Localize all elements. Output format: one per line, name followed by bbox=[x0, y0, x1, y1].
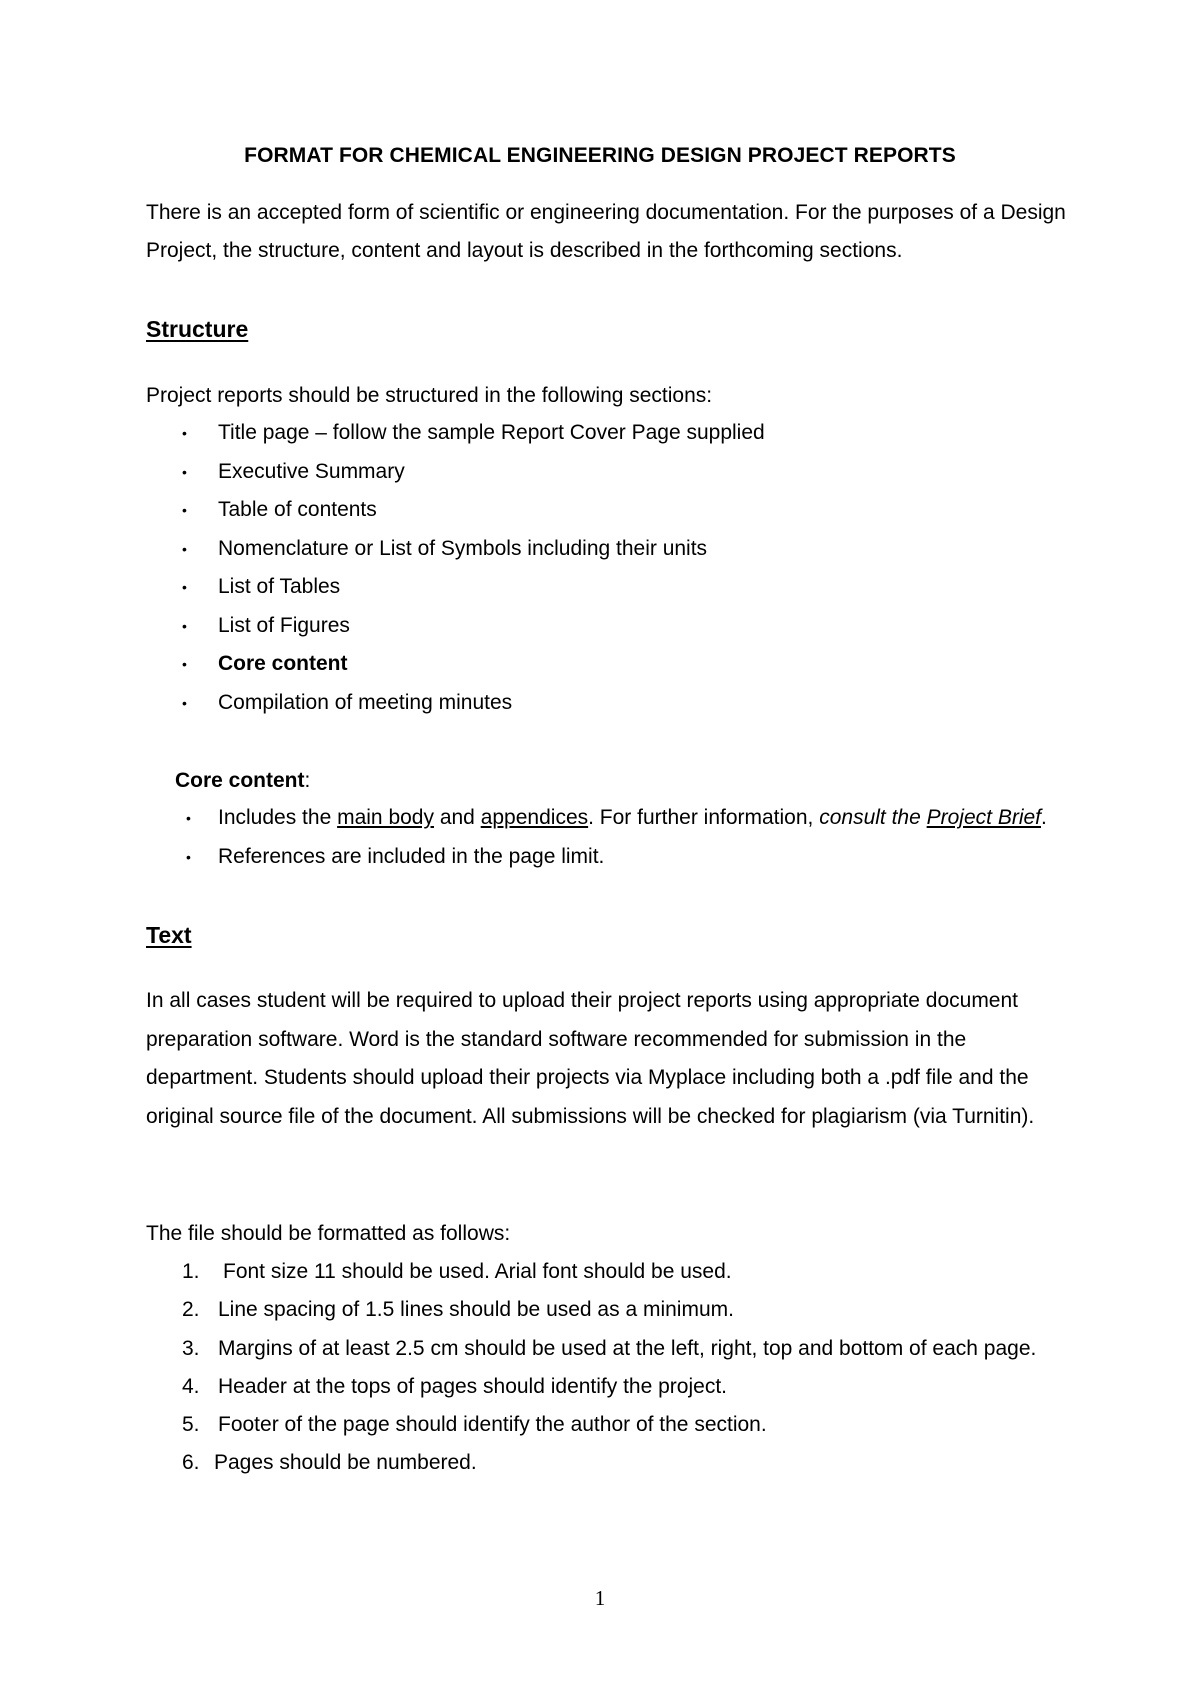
list-item-text: Includes the main body and appendices. For further information, consult the Project Brief. bbox=[218, 806, 1047, 829]
bullet-icon: • bbox=[182, 579, 187, 595]
document-title: FORMAT FOR CHEMICAL ENGINEERING DESIGN PROJECT REPORTS bbox=[244, 144, 956, 167]
format-lead: The file should be formatted as follows: bbox=[146, 1222, 511, 1245]
list-item bbox=[171, 838, 1047, 877]
list-item bbox=[146, 530, 765, 569]
text-heading: Text bbox=[146, 922, 192, 948]
list-item-text: References are included in the page limit. bbox=[218, 844, 605, 868]
format-steps-list bbox=[146, 1253, 1118, 1483]
list-item: 1. Font size 11 should be used. Arial font should be used. bbox=[182, 1260, 732, 1283]
core-content-label: Core content: bbox=[175, 769, 311, 792]
bullet-icon: • bbox=[182, 425, 187, 441]
bullet-icon: • bbox=[182, 540, 187, 557]
list-item bbox=[146, 568, 765, 607]
list-item bbox=[146, 607, 765, 646]
bullet-icon: • bbox=[182, 694, 187, 711]
bullet-icon: • bbox=[182, 656, 187, 672]
list-item bbox=[171, 799, 1047, 838]
intro-paragraph: There is an accepted form of scientific or engineering documentation. For the purposes of a Design Project, the structure, content and layout is described in the forthcoming sections. bbox=[146, 201, 1066, 262]
list-item bbox=[146, 645, 765, 684]
project-brief-link[interactable]: Project Brief bbox=[926, 806, 1041, 829]
text-paragraph: In all cases student will be required to upload their project reports using appropriate document preparation software. Word is the standard software recommended for submission in the department. Students should upload their projects via Myplace including both a .pdf file and the original source file of the document. All submissions will be checked for plagiarism (via Turnitin). bbox=[146, 989, 1035, 1128]
bullet-icon: • bbox=[182, 502, 187, 518]
list-item: 4. Header at the tops of pages should identify the project. bbox=[182, 1374, 727, 1398]
list-item: 5. Footer of the page should identify the author of the section. bbox=[182, 1413, 767, 1437]
list-item-text: Executive Summary bbox=[218, 459, 405, 483]
core-content-list bbox=[171, 799, 1047, 876]
bullet-icon: • bbox=[182, 617, 187, 634]
list-item bbox=[146, 491, 765, 530]
list-item: 2. Line spacing of 1.5 lines should be used as a minimum. bbox=[182, 1298, 734, 1322]
page-number: 1 bbox=[594, 1586, 606, 1610]
list-item-text: Title page – follow the sample Report Cover Page supplied bbox=[218, 421, 765, 444]
list-item bbox=[146, 453, 765, 492]
list-item-text: Table of contents bbox=[218, 498, 377, 521]
bullet-icon: • bbox=[186, 848, 191, 865]
list-item-text: List of Figures bbox=[218, 613, 350, 637]
main-body-link[interactable]: main body bbox=[337, 806, 434, 829]
bullet-icon: • bbox=[186, 810, 191, 826]
list-item bbox=[146, 414, 765, 453]
list-item-text: Core content bbox=[218, 652, 348, 675]
list-item-text: Compilation of meeting minutes bbox=[218, 690, 513, 714]
bullet-icon: • bbox=[182, 463, 187, 480]
appendices-link[interactable]: appendices bbox=[480, 806, 589, 829]
list-item-text: Nomenclature or List of Symbols including their units bbox=[218, 536, 708, 560]
list-item-text: List of Tables bbox=[218, 575, 341, 598]
structure-list bbox=[146, 414, 765, 722]
structure-lead: Project reports should be structured in the following sections: bbox=[146, 384, 713, 407]
list-item: 6. Pages should be numbered. bbox=[182, 1451, 477, 1475]
structure-heading: Structure bbox=[146, 316, 249, 342]
list-item: 3. Margins of at least 2.5 cm should be used at the left, right, top and bottom of each page. bbox=[182, 1336, 1037, 1360]
list-item bbox=[146, 684, 765, 723]
